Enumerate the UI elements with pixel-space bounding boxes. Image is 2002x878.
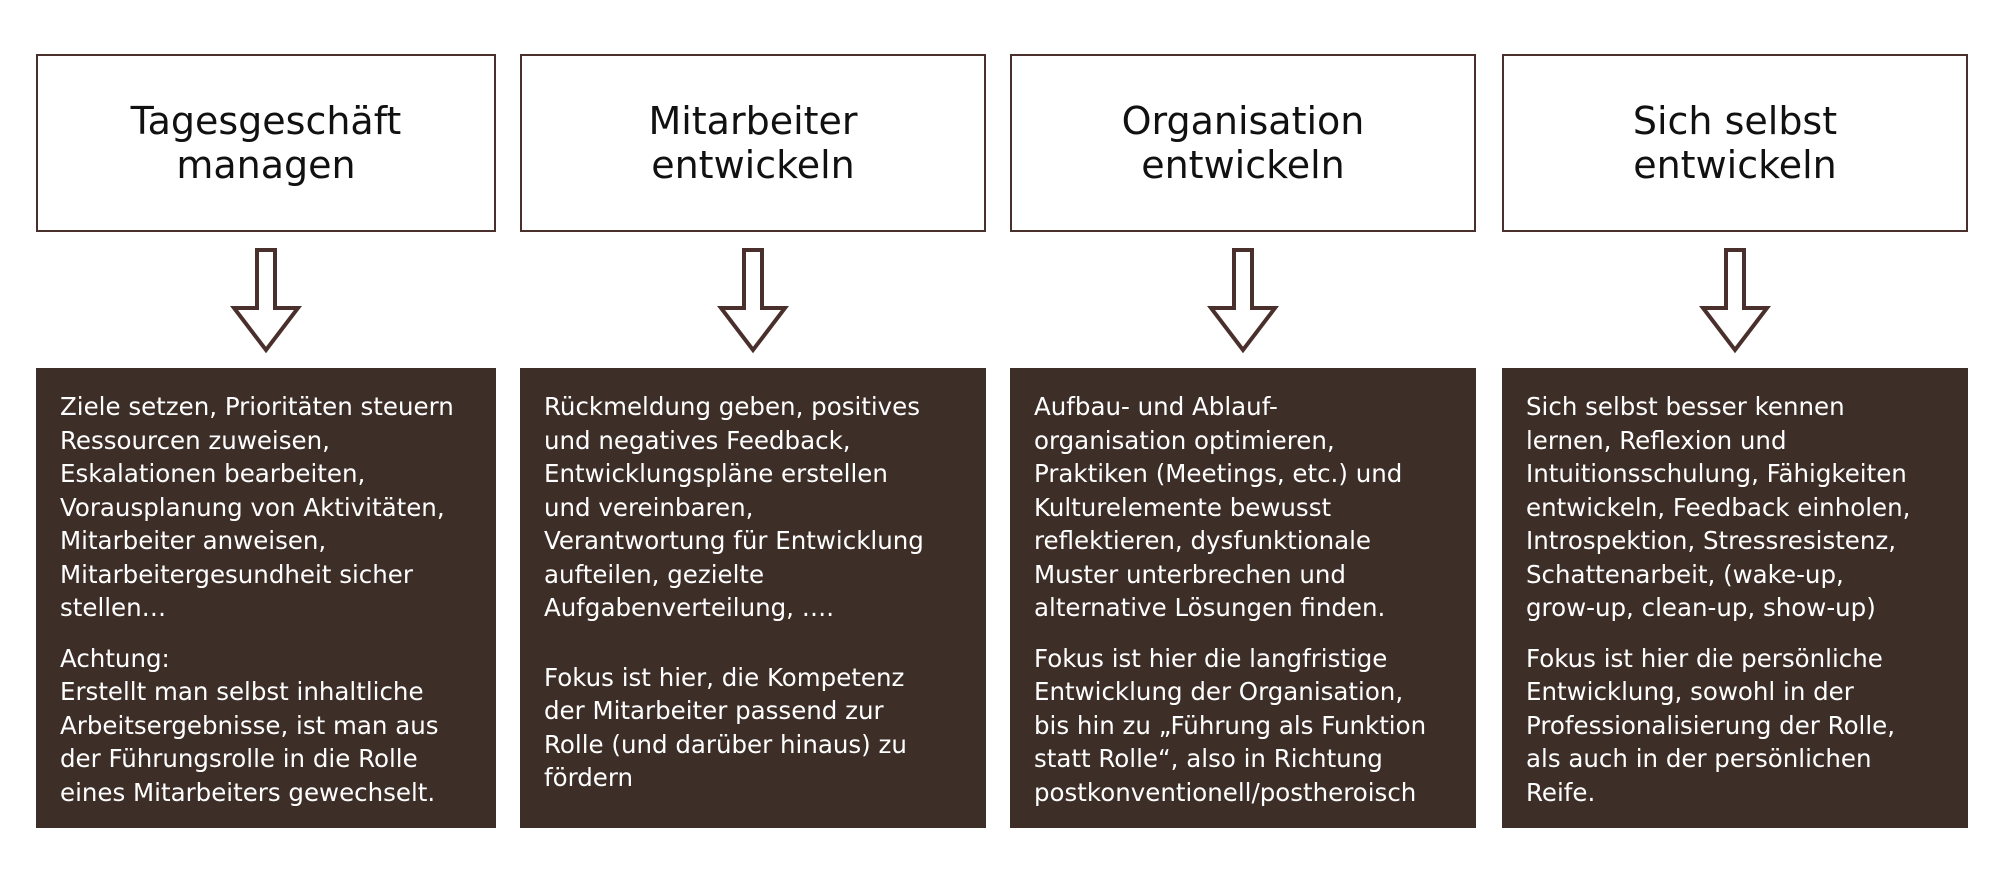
content-note: Fokus ist hier die langfristige Entwicklung der Organisation, bis hin zu „Führung als Funktion statt Rolle“, also in Richtung postkonventionell/postheroisch [1034, 643, 1427, 807]
header-box [1502, 54, 1968, 232]
column-organisation [1010, 0, 1476, 878]
arrow-down-icon [230, 248, 302, 354]
arrow-down-icon [1207, 248, 1279, 354]
header-line-1: Sich selbst [1632, 99, 1838, 143]
content-note: Fokus ist hier, die Kompetenz der Mitarbeiter passend zur Rolle (und darüber hinaus) zu fördern [544, 662, 907, 792]
content-box [520, 368, 986, 828]
header-line-1: Organisation [1121, 99, 1365, 143]
content-box [1010, 368, 1476, 828]
content-text: Ziele setzen, Prioritäten steuern Ressourcen zuweisen, Eskalationen bearbeiten, Vorausplanung von Aktivitäten, Mitarbeiter anweisen, Mitarbeitergesundheit sicher stellen… [60, 392, 454, 622]
content-text: Rückmeldung geben, positives und negatives Feedback, Entwicklungspläne erstellen und vereinbaren, Verantwortung für Entwicklung aufteilen, gezielte Aufgabenverteilung, …. [544, 392, 924, 622]
header-line-1: Mitarbeiter [648, 99, 858, 143]
header-line-2: entwickeln [1633, 143, 1837, 187]
header-line-2: entwickeln [651, 143, 855, 187]
content-note: Achtung: Erstellt man selbst inhaltliche Arbeitsergebnisse, ist man aus der Führungsrolle in die Rolle eines Mitarbeiters gewechselt. [60, 643, 439, 807]
arrow-down-icon [717, 248, 789, 354]
header-box [36, 54, 496, 232]
content-box [36, 368, 496, 828]
column-sich-selbst [1502, 0, 1968, 878]
arrow-down-icon [1699, 248, 1771, 354]
column-tagesgeschaeft [36, 0, 496, 878]
content-text: Sich selbst besser kennen lernen, Reflexion und Intuitionsschulung, Fähigkeiten entwickeln, Feedback einholen, Introspektion, Stressresistenz, Schattenarbeit, (wake-up, grow-up, clean-up, show-up) [1526, 392, 1911, 622]
header-box [520, 54, 986, 232]
header-line-1: Tagesgeschäft [130, 99, 402, 143]
header-box [1010, 54, 1476, 232]
content-box [1502, 368, 1968, 828]
header-line-2: entwickeln [1141, 143, 1345, 187]
header-line-2: managen [176, 143, 356, 187]
content-text: Aufbau- und Ablauf- organisation optimieren, Praktiken (Meetings, etc.) und Kulturelemente bewusst reflektieren, dysfunktionale Muster unterbrechen und alternative Lösungen finden. [1034, 392, 1403, 622]
content-note: Fokus ist hier die persönliche Entwicklung, sowohl in der Professionalisierung der Rolle, als auch in der persönlichen Reife. [1526, 643, 1896, 807]
column-mitarbeiter [520, 0, 986, 878]
